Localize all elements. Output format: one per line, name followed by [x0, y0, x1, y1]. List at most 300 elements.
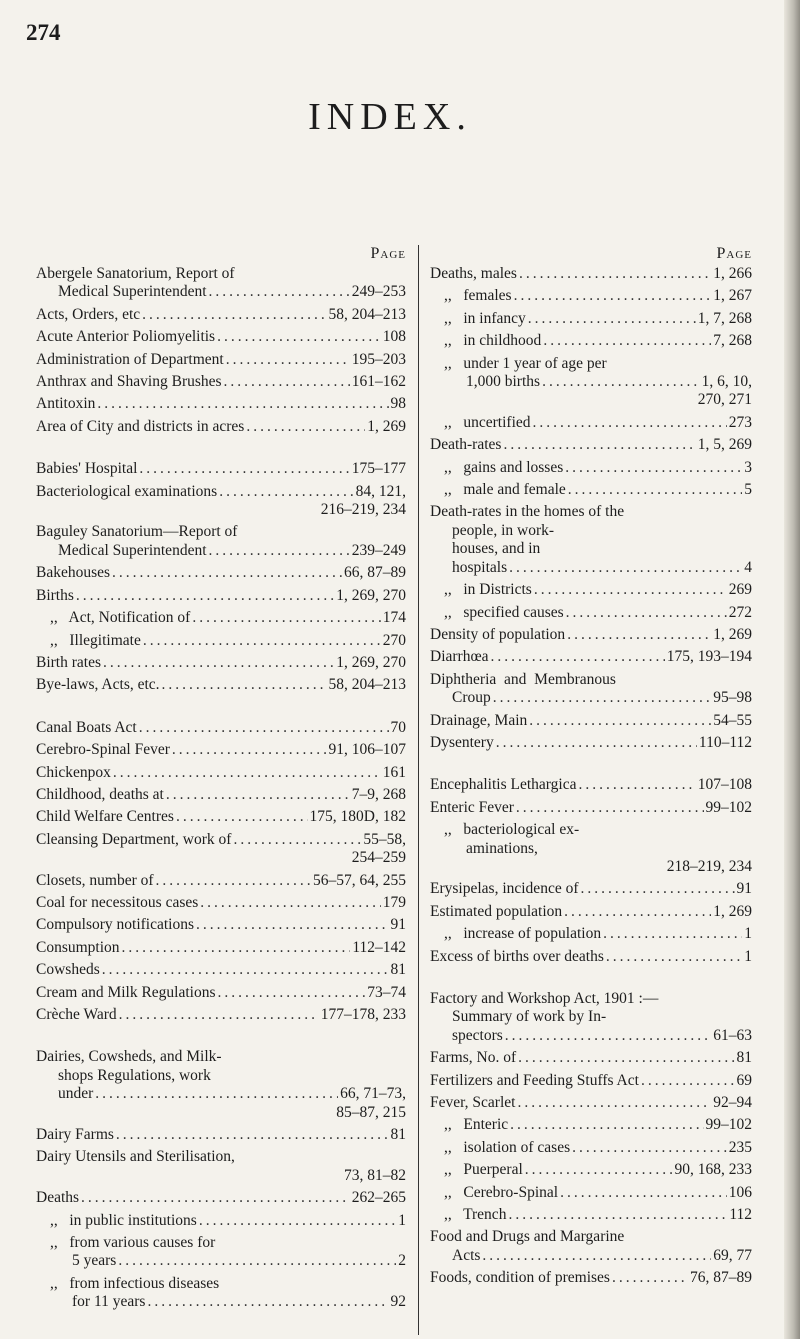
index-entry — [430, 581, 752, 599]
entry-label: ,, specified causes — [444, 603, 564, 621]
dot-leader — [543, 332, 711, 350]
index-letter-group — [36, 719, 406, 1025]
entry-label-continued: Croup — [452, 689, 491, 707]
dot-leader — [533, 414, 727, 432]
entry-label: ,, Illegitimate — [50, 631, 141, 649]
entry-label-continued: for 11 years — [72, 1293, 146, 1311]
index-entry — [36, 418, 406, 436]
index-entry — [36, 306, 406, 324]
entry-label: Antitoxin — [36, 395, 96, 413]
entry-label: Dairy Utensils and Sterilisation, — [36, 1148, 235, 1166]
dot-leader — [528, 310, 696, 328]
index-entry — [36, 609, 406, 627]
entry-label: ,, gains and losses — [444, 458, 564, 476]
entry-label: Dairies, Cowsheds, and Milk- — [36, 1048, 222, 1066]
index-entry — [430, 1269, 752, 1287]
dot-leader — [156, 872, 311, 890]
index-entry — [36, 831, 406, 868]
dot-leader — [606, 948, 742, 966]
entry-pages: 174 — [382, 609, 406, 627]
entry-label: Fertilizers and Feeding Stuffs Act — [430, 1071, 639, 1089]
index-entry — [430, 1161, 752, 1179]
dot-leader — [217, 328, 381, 346]
entry-label: Coal for necessitous cases — [36, 893, 199, 911]
dot-leader — [119, 1006, 319, 1024]
index-entry — [430, 799, 752, 817]
entry-pages: 7, 268 — [713, 332, 752, 350]
entry-pages-continued: 270, 271 — [697, 391, 752, 409]
dot-leader — [493, 689, 712, 707]
entry-label: Diphtheria and Membranous — [430, 670, 616, 688]
index-entry — [36, 1006, 406, 1024]
dot-leader — [226, 351, 350, 369]
entry-pages: 1, 266 — [713, 265, 752, 282]
entry-pages: 175, 193–194 — [666, 648, 752, 666]
entry-pages: 175–177 — [351, 460, 406, 478]
entry-pages: 270 — [382, 631, 406, 649]
entry-pages: 1, 269 — [367, 417, 406, 435]
dot-leader — [508, 1206, 727, 1224]
entry-label: Cowsheds — [36, 961, 100, 979]
entry-label: ,, bacteriological ex- — [444, 821, 580, 839]
entry-label: Bacteriological examinations — [36, 482, 218, 500]
entry-label: ,, from various causes for — [50, 1234, 216, 1252]
index-entry — [430, 310, 752, 328]
entry-label: Foods, condition of premises — [430, 1269, 610, 1287]
entry-label-continued: Medical Superintendent — [58, 283, 207, 301]
index-entry — [36, 523, 406, 560]
entry-pages: 90, 168, 233 — [674, 1161, 752, 1179]
entry-pages: 175, 180D, 182 — [309, 808, 406, 826]
dot-leader — [172, 741, 327, 759]
entry-label: Density of population — [430, 625, 566, 643]
index-entry — [430, 990, 752, 1045]
index-entry — [430, 648, 752, 666]
entry-pages: 73, 81–82 — [344, 1166, 406, 1184]
entry-pages: 249–253 — [351, 283, 406, 301]
entry-pages-continued: 85–87, 215 — [336, 1103, 406, 1121]
entry-label: Births — [36, 586, 74, 604]
dot-leader — [209, 542, 350, 560]
dot-leader — [192, 609, 380, 627]
entry-label: ,, in Districts — [444, 581, 532, 599]
dot-leader — [612, 1269, 688, 1287]
entry-label: ,, Trench — [444, 1206, 507, 1224]
entry-pages: 1, 5, 269 — [697, 436, 752, 454]
dot-leader — [246, 418, 365, 436]
index-entry — [430, 948, 752, 966]
entry-label-continued: hospitals — [452, 558, 508, 576]
entry-pages: 81 — [390, 1126, 406, 1144]
entry-pages: 1 — [744, 947, 752, 965]
entry-label: Closets, number of — [36, 871, 154, 889]
entry-label: Compulsory notifications — [36, 916, 195, 934]
index-entry — [36, 483, 406, 520]
entry-label: Deaths, males — [430, 265, 517, 282]
entry-label: Cerebro-Spinal Fever — [36, 741, 170, 759]
entry-pages: 272 — [728, 603, 752, 621]
entry-pages: 61–63 — [713, 1026, 752, 1044]
entry-pages: 1, 269 — [713, 625, 752, 643]
dot-leader — [139, 460, 349, 478]
index-entry — [36, 564, 406, 582]
page-column-header: Page — [716, 245, 752, 262]
entry-pages: 81 — [390, 961, 406, 979]
entry-label: Baguley Sanatorium—Report of — [36, 523, 238, 541]
page-column-header: Page — [370, 245, 406, 262]
index-entry — [430, 880, 752, 898]
index-entry — [430, 626, 752, 644]
index-entry — [36, 373, 406, 391]
dot-leader — [503, 436, 695, 454]
dot-leader — [224, 373, 350, 391]
index-entry — [430, 414, 752, 432]
dot-leader — [116, 1126, 389, 1144]
entry-label: Abergele Sanatorium, Report of — [36, 265, 235, 282]
dot-leader — [565, 459, 742, 477]
entry-label: ,, in public institutions — [50, 1211, 197, 1229]
dot-leader — [219, 483, 353, 501]
entry-label: ,, Cerebro-Spinal — [444, 1183, 559, 1201]
column-divider — [418, 245, 419, 1335]
index-entry — [36, 1148, 406, 1185]
index-entry — [36, 719, 406, 737]
index-entry — [430, 903, 752, 921]
dot-leader — [81, 1189, 350, 1207]
entry-label: Administration of Department — [36, 350, 224, 368]
entry-label-continued: Acts — [452, 1246, 481, 1264]
dot-leader — [525, 1161, 673, 1179]
entry-pages: 2 — [398, 1252, 406, 1270]
index-entry — [430, 1139, 752, 1157]
entry-label: Deaths — [36, 1189, 80, 1207]
entry-pages: 177–178, 233 — [320, 1006, 406, 1023]
dot-leader — [568, 481, 742, 499]
index-letter-group — [430, 265, 752, 752]
dot-leader — [491, 648, 665, 666]
entry-pages: 91, 106–107 — [328, 741, 406, 759]
page-number: 274 — [26, 20, 61, 45]
entry-label: Cream and Milk Regulations — [36, 983, 216, 1001]
entry-pages: 81 — [736, 1049, 752, 1067]
dot-leader — [162, 676, 327, 694]
entry-label: Cleansing Department, work of — [36, 830, 232, 848]
entry-pages: 112–142 — [352, 938, 406, 956]
index-entry — [36, 328, 406, 346]
entry-pages: 106 — [728, 1183, 752, 1201]
entry-pages: 84, 121, — [355, 482, 406, 500]
entry-label: Acts, Orders, etc — [36, 305, 141, 323]
index-entry — [430, 1206, 752, 1224]
dot-leader — [209, 283, 350, 301]
entry-label: Childhood, deaths at — [36, 785, 164, 803]
dot-leader — [112, 564, 342, 582]
entry-label: Fever, Scarlet — [430, 1094, 516, 1112]
entry-pages: 108 — [382, 328, 406, 346]
dot-leader — [534, 581, 727, 599]
dot-leader — [560, 1184, 727, 1202]
entry-pages: 91 — [736, 880, 752, 898]
entry-label: ,, isolation of cases — [444, 1138, 571, 1156]
entry-pages: 4 — [744, 558, 752, 576]
entry-label: Bye-laws, Acts, etc. — [36, 676, 160, 694]
entry-pages: 273 — [728, 413, 752, 431]
dot-leader — [510, 1116, 703, 1134]
index-entry — [36, 808, 406, 826]
index-entry — [430, 925, 752, 943]
dot-leader — [514, 287, 712, 305]
index-entry — [36, 872, 406, 890]
entry-label: Encephalitis Lethargica — [430, 776, 577, 794]
entry-pages: 58, 204–213 — [328, 305, 406, 323]
entry-pages: 92–94 — [713, 1094, 752, 1112]
dot-leader — [564, 903, 711, 921]
index-entry — [430, 1116, 752, 1134]
entry-label-continued: aminations, — [466, 839, 538, 857]
index-entry — [430, 1184, 752, 1202]
entry-pages: 99–102 — [705, 1116, 752, 1134]
entry-pages: 66, 71–73, — [340, 1085, 406, 1103]
scan-page-edge — [784, 0, 800, 1339]
entry-label: ,, uncertified — [444, 413, 531, 431]
dot-leader — [572, 1139, 727, 1157]
index-entry — [430, 671, 752, 708]
index-letter-group — [36, 1048, 406, 1311]
dot-leader — [518, 1049, 734, 1067]
entry-label: Death-rates — [430, 436, 502, 454]
index-column-left — [36, 245, 406, 1336]
entry-pages: 99–102 — [705, 798, 752, 816]
dot-leader — [76, 587, 334, 605]
entry-pages: 69, 77 — [713, 1246, 752, 1264]
entry-label: ,, male and female — [444, 481, 566, 499]
dot-leader — [509, 559, 742, 577]
dot-leader — [95, 1085, 338, 1103]
index-entry — [430, 821, 752, 876]
entry-label: Acute Anterior Poliomyelitis — [36, 328, 216, 346]
index-entry — [36, 786, 406, 804]
index-letter-group — [430, 990, 752, 1288]
dot-leader — [147, 1293, 388, 1311]
entry-pages: 1, 6, 10, — [701, 373, 752, 391]
entry-pages: 1, 7, 268 — [697, 309, 752, 327]
dot-leader — [566, 604, 727, 622]
entry-pages: 1, 269, 270 — [336, 586, 406, 604]
entry-pages: 95–98 — [713, 689, 752, 707]
entry-pages: 195–203 — [351, 350, 406, 368]
index-entry — [430, 712, 752, 730]
dot-leader — [103, 654, 334, 672]
index-entry — [36, 632, 406, 650]
entry-label: Factory and Workshop Act, 1901 :— — [430, 990, 659, 1007]
entry-label-continued: 5 years — [72, 1252, 117, 1270]
entry-label: Chickenpox — [36, 763, 111, 781]
entry-label: ,, females — [444, 287, 512, 305]
entry-label: Babies' Hospital — [36, 460, 138, 478]
entry-pages: 70 — [390, 718, 406, 736]
index-entry — [36, 587, 406, 605]
dot-leader — [505, 1027, 711, 1045]
index-entry — [430, 287, 752, 305]
index-entry — [430, 332, 752, 350]
dot-leader — [567, 626, 711, 644]
page-title: INDEX. — [308, 96, 472, 138]
dot-leader — [139, 719, 389, 737]
entry-pages: 7–9, 268 — [351, 785, 406, 803]
dot-leader — [122, 939, 351, 957]
dot-leader — [113, 764, 381, 782]
index-entry — [430, 503, 752, 577]
entry-label: Consumption — [36, 938, 120, 956]
entry-label: ,, in infancy — [444, 309, 526, 327]
entry-pages-continued: 254–259 — [351, 849, 406, 867]
entry-pages: 58, 204–213 — [328, 676, 406, 694]
index-entry — [430, 604, 752, 622]
entry-pages: 73–74 — [367, 983, 406, 1001]
entry-label-continued: Medical Superintendent — [58, 541, 207, 559]
entry-pages: 56–57, 64, 255 — [313, 871, 406, 889]
index-entry — [430, 1094, 752, 1112]
index-entry — [36, 395, 406, 413]
entry-pages: 161 — [382, 763, 406, 781]
entry-label: ,, Puerperal — [444, 1161, 523, 1179]
entry-label: ,, from infectious diseases — [50, 1274, 220, 1292]
entry-label: Enteric Fever — [430, 798, 514, 816]
index-entry — [430, 1049, 752, 1067]
entry-label: Canal Boats Act — [36, 718, 137, 736]
entry-label-continued: people, in work- — [452, 521, 555, 539]
dot-leader — [519, 265, 711, 283]
index-entry — [36, 1234, 406, 1271]
dot-leader — [102, 961, 389, 979]
dot-leader — [199, 1212, 396, 1230]
entry-label: ,, increase of population — [444, 925, 602, 943]
entry-pages: 218–219, 234 — [666, 857, 752, 875]
dot-leader — [196, 916, 388, 934]
index-entry — [36, 1212, 406, 1230]
index-entry — [430, 481, 752, 499]
entry-label: ,, Act, Notification of — [50, 609, 191, 627]
dot-leader — [176, 808, 308, 826]
entry-label: Drainage, Main — [430, 711, 528, 729]
index-entry — [36, 1275, 406, 1312]
dot-leader — [482, 1247, 711, 1265]
entry-pages: 66, 87–89 — [344, 564, 406, 582]
entry-label: Birth rates — [36, 653, 101, 671]
entry-pages: 1, 269, 270 — [336, 653, 406, 671]
dot-leader — [517, 1094, 711, 1112]
dot-leader — [143, 632, 381, 650]
entry-pages: 92 — [390, 1293, 406, 1311]
index-entry — [36, 741, 406, 759]
entry-pages: 1, 269 — [713, 902, 752, 920]
entry-pages: 179 — [382, 893, 406, 911]
entry-pages: 1, 267 — [713, 287, 752, 305]
dot-leader — [233, 831, 361, 849]
index-entry — [36, 1126, 406, 1144]
entry-pages: 98 — [390, 395, 406, 413]
dot-leader — [218, 984, 366, 1002]
index-entry — [36, 654, 406, 672]
entry-pages-continued: 216–219, 234 — [320, 501, 406, 519]
index-entry — [430, 436, 752, 454]
entry-label: Death-rates in the homes of the — [430, 503, 625, 521]
index-letter-group — [36, 460, 406, 694]
entry-pages: 1 — [744, 925, 752, 943]
dot-leader — [200, 894, 380, 912]
entry-label: Estimated population — [430, 902, 563, 920]
index-letter-group — [36, 265, 406, 436]
index-entry — [430, 1228, 752, 1265]
entry-label: ,, Enteric — [444, 1116, 509, 1134]
index-entry — [36, 351, 406, 369]
entry-pages: 161–162 — [351, 373, 406, 391]
index-entry — [36, 961, 406, 979]
entry-pages: 5 — [744, 481, 752, 499]
index-entry — [430, 355, 752, 410]
dot-leader — [603, 925, 742, 943]
entry-label-continued: spectors — [452, 1026, 503, 1044]
dot-leader — [142, 306, 326, 324]
index-entry — [36, 676, 406, 694]
entry-pages: 269 — [728, 581, 752, 599]
dot-leader — [542, 373, 700, 391]
index-entry — [36, 460, 406, 478]
entry-label: Dysentery — [430, 733, 494, 751]
index-entry — [430, 265, 752, 283]
index-entry — [36, 894, 406, 912]
entry-pages: 107–108 — [697, 776, 752, 794]
index-entry — [36, 1048, 406, 1122]
entry-label: Dairy Farms — [36, 1126, 114, 1144]
index-letter-group — [430, 776, 752, 966]
dot-leader — [97, 395, 388, 413]
entry-label: Anthrax and Shaving Brushes — [36, 373, 222, 391]
entry-label: Food and Drugs and Margarine — [430, 1228, 625, 1246]
index-entry — [36, 916, 406, 934]
entry-label: Child Welfare Centres — [36, 808, 174, 826]
entry-pages: 55–58, — [363, 830, 406, 848]
entry-pages: 112 — [729, 1206, 752, 1224]
entry-pages: 262–265 — [351, 1189, 406, 1207]
entry-pages: 235 — [728, 1138, 752, 1156]
dot-leader — [580, 880, 734, 898]
index-entry — [430, 776, 752, 794]
dot-leader — [166, 786, 350, 804]
entry-label: Crèche Ward — [36, 1006, 117, 1023]
entry-label: Excess of births over deaths — [430, 947, 604, 965]
dot-leader — [529, 712, 711, 730]
entry-pages: 110–112 — [698, 733, 752, 751]
entry-label: ,, under 1 year of age per — [444, 354, 607, 372]
entry-label: Farms, No. of — [430, 1049, 517, 1067]
entry-pages: 3 — [744, 458, 752, 476]
entry-label-continued: houses, and in — [452, 540, 541, 558]
entry-label-continued: Summary of work by In- — [452, 1008, 607, 1026]
index-entry — [36, 984, 406, 1002]
index-entry — [36, 764, 406, 782]
dot-leader — [516, 799, 704, 817]
entry-pages: 239–249 — [351, 541, 406, 559]
entry-label: Bakehouses — [36, 564, 111, 582]
entry-label: ,, in childhood — [444, 332, 542, 350]
index-column-right — [430, 245, 752, 1312]
index-entry — [430, 734, 752, 752]
entry-pages: 91 — [390, 916, 406, 934]
entry-label: Erysipelas, incidence of — [430, 880, 579, 898]
index-entry — [36, 939, 406, 957]
entry-pages: 69 — [736, 1071, 752, 1089]
